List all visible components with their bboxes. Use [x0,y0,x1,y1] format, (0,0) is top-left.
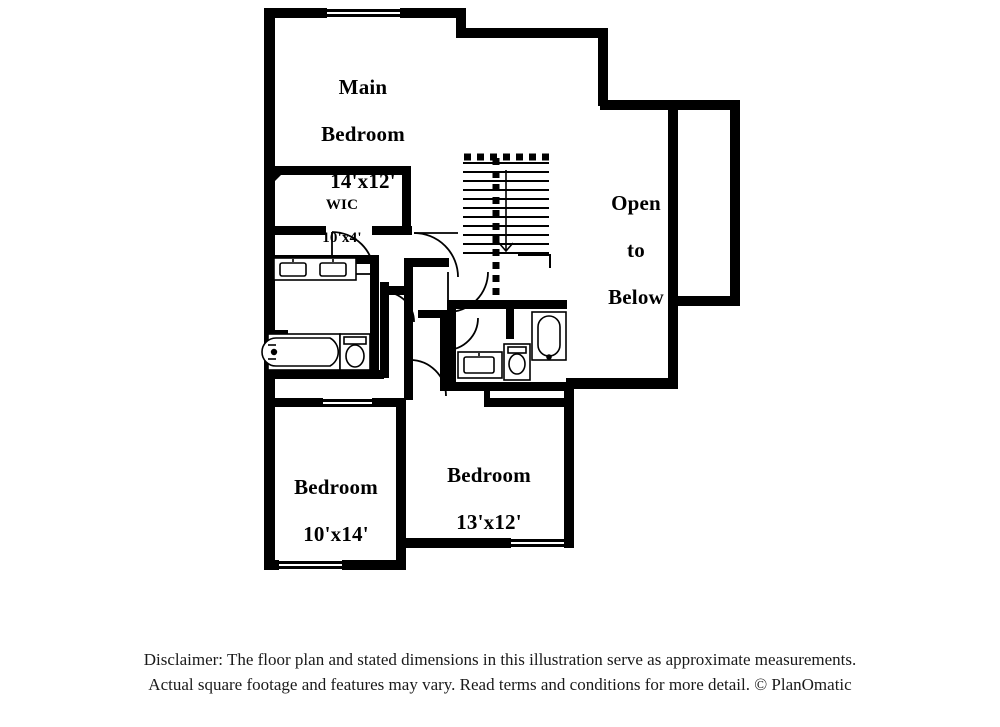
room-name-bedroom-2: Bedroom [447,462,531,487]
room-name-open-to-below-line1: Open [611,190,661,215]
room-name-main-bedroom-line2: Bedroom [321,121,405,146]
room-name-main-bedroom-line1: Main [338,74,388,99]
room-label-open-to-below [556,168,716,333]
disclaimer [0,648,1000,697]
room-label-bedroom-1 [256,452,416,570]
staircase [462,156,550,302]
room-label-bedroom-2 [404,440,574,558]
room-dimensions-main-bedroom: 14'x12' [330,168,396,193]
room-dimensions-bedroom-2: 13'x12' [456,509,522,534]
room-name-open-to-below-line2: to [627,237,645,262]
disclaimer-line-2: Actual square footage and features may vary. Read terms and conditions for more detail. © PlanOmatic [148,674,852,694]
room-dimensions-wic: 10'x4' [322,230,362,247]
room-label-wic [282,180,402,264]
disclaimer-line-1: Disclaimer: The floor plan and stated dimensions in this illustration serve as approximate measurements. [143,650,857,669]
room-name-wic: WIC [325,196,359,213]
room-dimensions-bedroom-1: 10'x14' [303,521,369,546]
room-name-bedroom-1: Bedroom [294,474,378,499]
room-name-open-to-below-line3: Below [608,284,664,309]
